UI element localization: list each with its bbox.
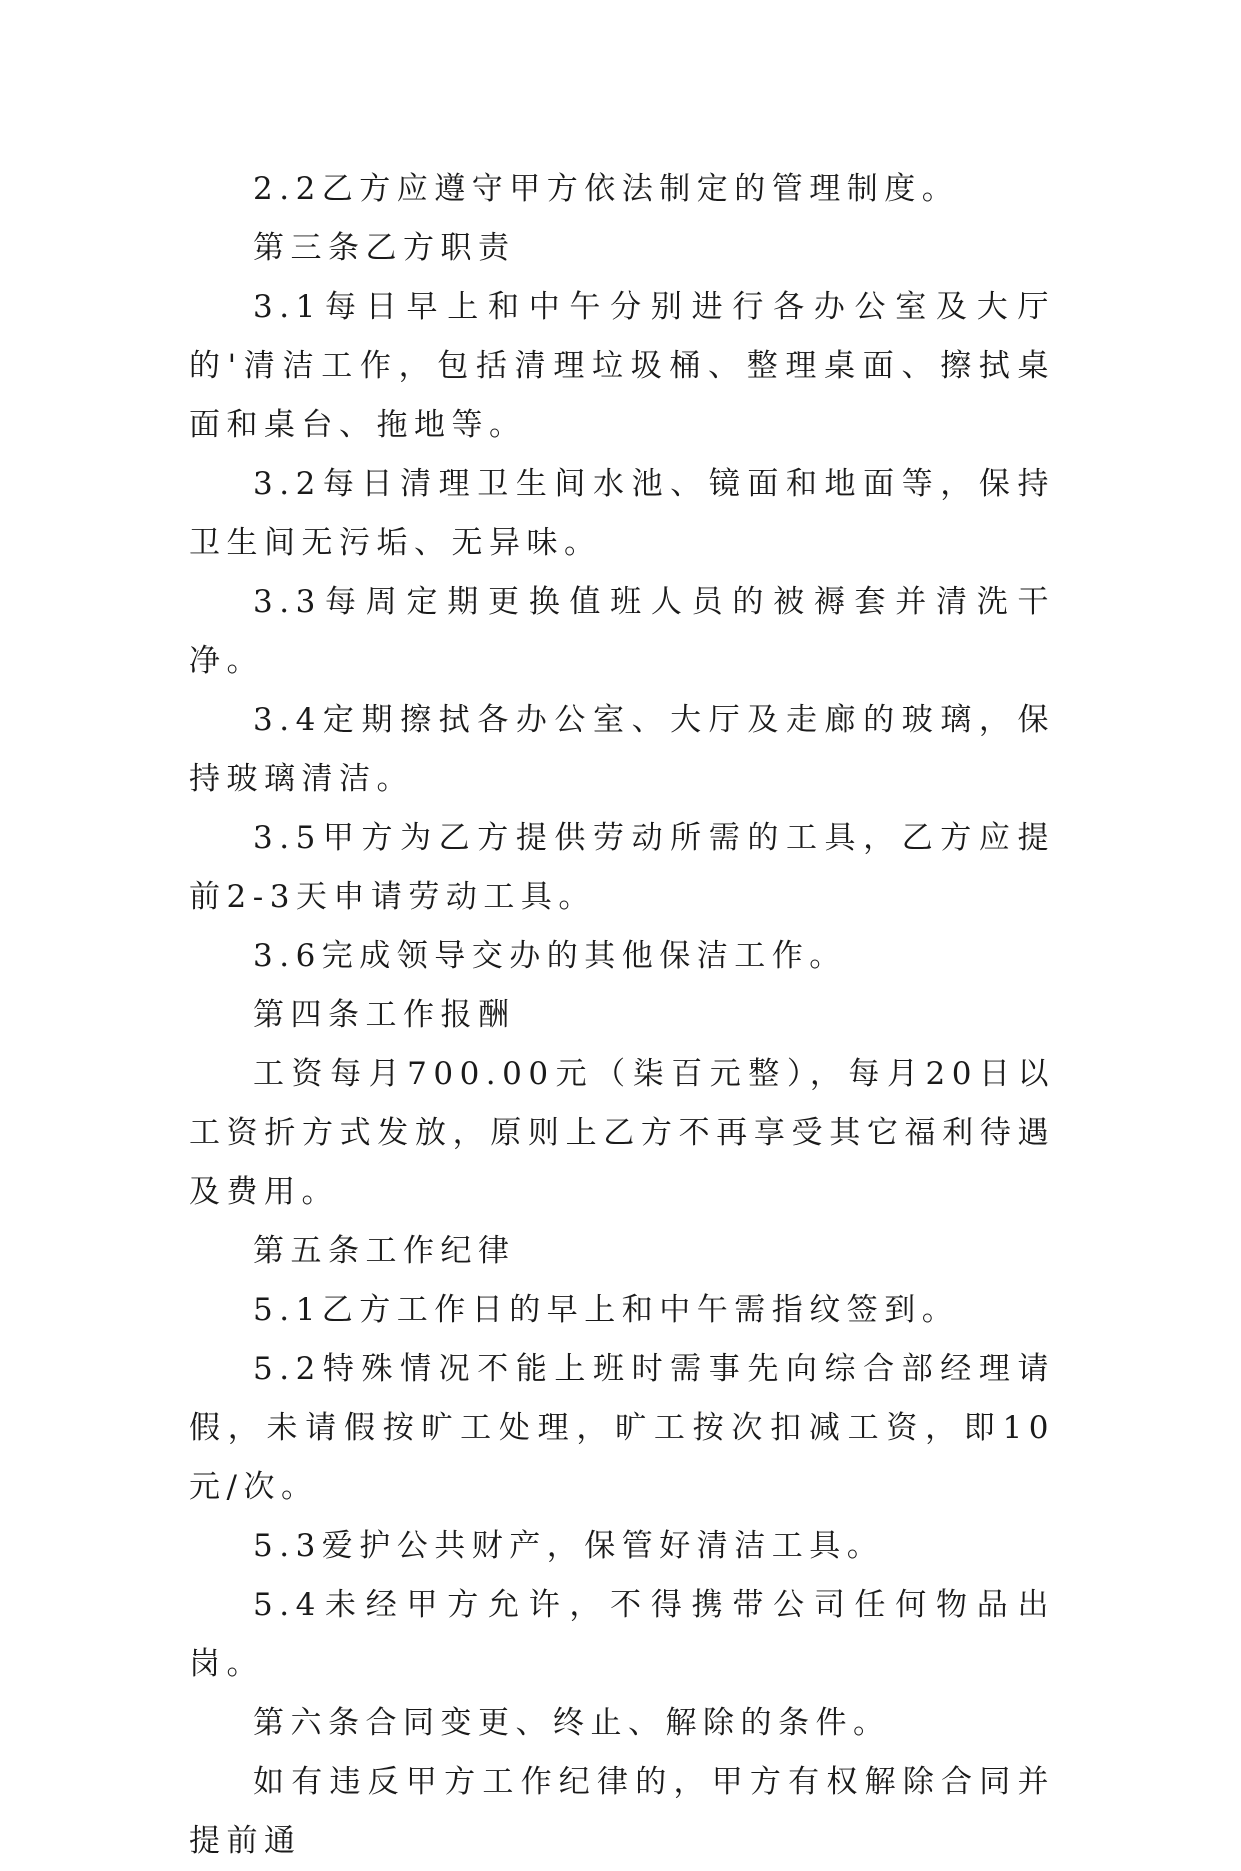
clause-3-5: 3.5甲方为乙方提供劳动所需的工具，乙方应提前2-3天申请劳动工具。 xyxy=(189,820,1055,915)
clause-5-1: 5.1乙方工作日的早上和中午需指纹签到。 xyxy=(253,1292,960,1328)
clause-5-4: 5.4未经甲方允许，不得携带公司任何物品出岗。 xyxy=(189,1587,1055,1682)
clause-salary: 工资每月700.00元（柒百元整），每月20日以工资折方式发放，原则上乙方不再享受其它福利待遇及费用。 xyxy=(189,1056,1055,1210)
clause-3-2: 3.2每日清理卫生间水池、镜面和地面等，保持卫生间无污垢、无异味。 xyxy=(189,466,1055,561)
clause-2-2: 2.2乙方应遵守甲方依法制定的管理制度。 xyxy=(253,171,960,207)
document-body xyxy=(189,160,1055,1871)
section-heading-article-6: 第六条合同变更、终止、解除的条件。 xyxy=(253,1705,891,1741)
clause-termination: 如有违反甲方工作纪律的，甲方有权解除合同并提前通 xyxy=(189,1764,1055,1859)
section-heading-article-4: 第四条工作报酬 xyxy=(253,997,516,1033)
clause-3-1: 3.1每日早上和中午分别进行各办公室及大厅的'清洁工作，包括清理垃圾桶、整理桌面、擦拭桌面和桌台、拖地等。 xyxy=(189,289,1055,443)
section-heading-article-3: 第三条乙方职责 xyxy=(253,230,516,266)
clause-3-4: 3.4定期擦拭各办公室、大厅及走廊的玻璃，保持玻璃清洁。 xyxy=(189,702,1055,797)
clause-3-3: 3.3每周定期更换值班人员的被褥套并清洗干净。 xyxy=(189,584,1055,679)
section-heading-article-5: 第五条工作纪律 xyxy=(253,1233,516,1269)
clause-3-6: 3.6完成领导交办的其他保洁工作。 xyxy=(253,938,847,974)
clause-5-3: 5.3爱护公共财产，保管好清洁工具。 xyxy=(253,1528,885,1564)
clause-5-2: 5.2特殊情况不能上班时需事先向综合部经理请假，未请假按旷工处理，旷工按次扣减工资，即10元/次。 xyxy=(189,1351,1055,1505)
